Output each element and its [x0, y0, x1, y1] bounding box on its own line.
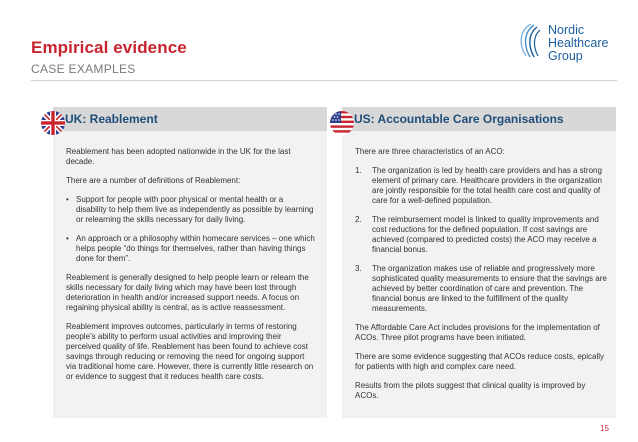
header-divider	[31, 80, 617, 81]
uk-intro: Reablement has been adopted nationwide in the UK for the last decade.	[66, 147, 291, 166]
us-item-3-number: 3.	[355, 264, 362, 273]
us-item-3	[355, 264, 607, 314]
uk-paragraph-1: Reablement is generally designed to help people learn or relearn the skills necessary for daily living which may have been lost through deterioration in health and/or increased support needs. A focus on regaining physical ability is central, as is active reassessment.	[66, 273, 309, 312]
uk-bullet-1: • Support for people with poor physical or mental health or a disability to help them live as independently as possible by learning or relearning the skills necessary for daily living.	[66, 195, 314, 224]
us-paragraph-3: Results from the pilots suggest that clinical quality is improved by ACOs.	[355, 381, 586, 400]
us-item-1-number: 1.	[355, 166, 362, 175]
us-item-2-number: 2.	[355, 215, 362, 224]
uk-bullet-2-text: An approach or a philosophy within homecare services – one which helps people “do things for themselves, rather than having things done for them”.	[76, 234, 315, 263]
us-intro: There are three characteristics of an ACO:	[355, 147, 505, 156]
us-aco-panel	[342, 107, 616, 418]
uk-panel-header	[53, 107, 327, 131]
us-item-2	[355, 215, 607, 255]
uk-bullet-2: • An approach or a philosophy within homecare services – one which helps people “do things for themselves, rather than having things done for them”.	[66, 234, 315, 263]
uk-panel-heading: UK: Reablement	[65, 112, 158, 126]
uk-reablement-panel	[53, 107, 327, 418]
page-subtitle: CASE EXAMPLES	[31, 62, 136, 76]
logo-line-2: Healthcare	[548, 36, 609, 50]
us-paragraph-1: The Affordable Care Act includes provisions for the implementation of ACOs. Three pilot programs have been initiated.	[355, 323, 600, 342]
uk-flag-icon	[41, 111, 65, 135]
us-item-1	[355, 166, 607, 206]
us-item-3-text: The organization makes use of reliable and progressively more sophisticated quality measurements to ensure that the savings are achieved by better coordination of care and prevention. The financial bonus are linked to the fulfillment of the quality measurements.	[372, 264, 607, 313]
us-paragraph-2: There are some evidence suggesting that ACOs reduce costs, epically for patients with high and complex care need.	[355, 352, 605, 371]
uk-panel-content	[66, 147, 316, 391]
uk-definitions-intro: There are a number of definitions of Reablement:	[66, 176, 241, 185]
us-item-2-text: The reimbursement model is linked to quality improvements and cost reductions for the defined population. If cost savings are achieved (compared to predicted costs) the ACO may receive a financial bonus.	[372, 215, 599, 254]
us-panel-header	[342, 107, 616, 131]
page-title: Empirical evidence	[31, 38, 187, 57]
uk-bullet-1-text: Support for people with poor physical or mental health or a disability to help them live as independently as possible by learning or relearning the skills necessary for daily living.	[76, 195, 314, 224]
company-logo	[516, 20, 628, 72]
logo-mark-icon	[516, 22, 546, 62]
uk-paragraph-2: Reablement improves outcomes, particularly in terms of restoring people’s ability to perform usual activities and improving their perceived quality of life. Reablement has been found to achieve cost savings through reducing or removing the need for ongoing support via traditional home care. However, there is currently little research on or evidence to suggest that it reduces health care costs.	[66, 322, 314, 381]
page-number: 15	[600, 424, 609, 433]
us-panel-content	[355, 147, 607, 410]
us-panel-heading: US: Accountable Care Organisations	[354, 112, 564, 126]
logo-line-3: Group	[548, 49, 583, 63]
logo-line-1: Nordic	[548, 23, 585, 37]
us-flag-icon	[330, 111, 354, 135]
us-item-1-text: The organization is led by health care providers and has a strong element of primary care. Healthcare providers in the organization are jointly responsible for the total health care cost and quality of care for a well-defined population.	[372, 166, 602, 205]
